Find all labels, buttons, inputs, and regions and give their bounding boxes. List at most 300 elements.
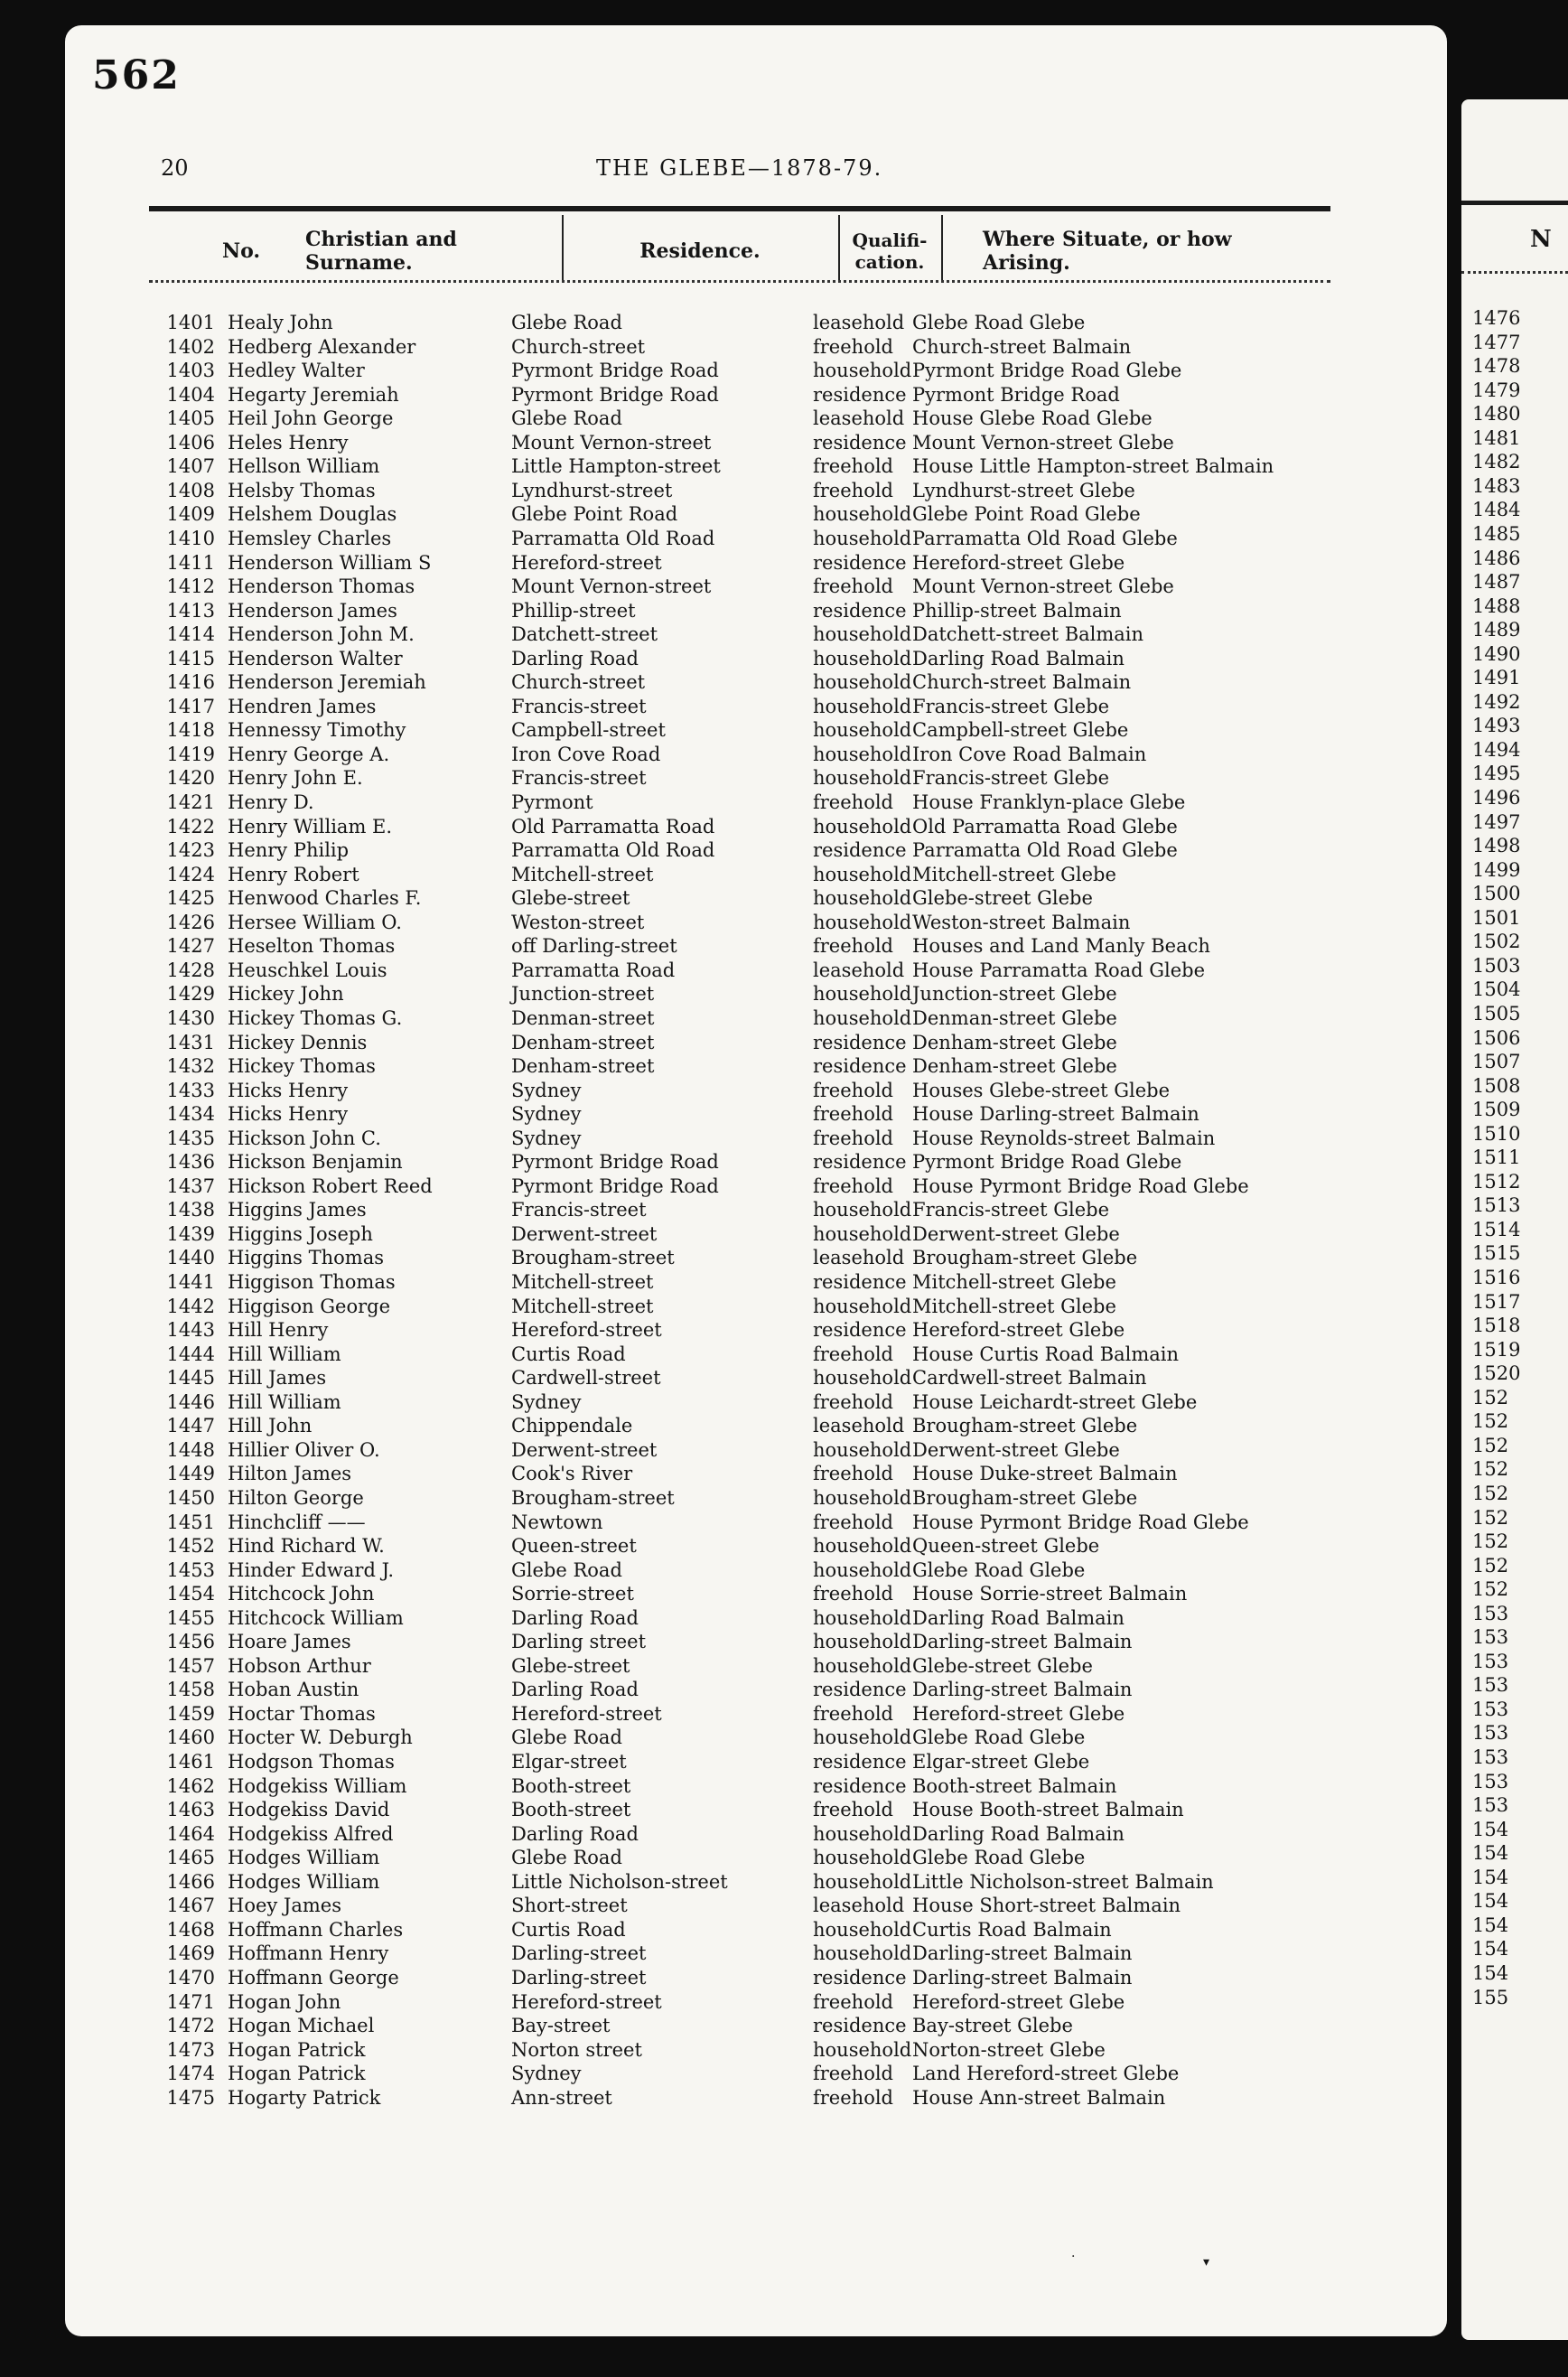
column-header-qualification: Qualifi-cation. [852, 229, 928, 273]
table-row [0, 696, 1355, 719]
entry-number: 1408 [166, 479, 215, 501]
where-situate: Parramatta Old Road Glebe [912, 839, 1178, 862]
elector-name: Hinchcliff —— [228, 1511, 366, 1533]
ink-speck: · [1071, 2250, 1076, 2264]
right-page-entry-number: 1479 [1472, 379, 1521, 401]
elector-name: Hickey Dennis [228, 1031, 368, 1053]
residence: Sydney [511, 1390, 582, 1413]
entry-number: 1403 [166, 360, 215, 382]
elector-name: Higgison George [228, 1295, 391, 1317]
residence: Bay-street [511, 2015, 611, 2037]
residence: Parramatta Road [511, 959, 676, 981]
residence: Glebe Road [511, 312, 622, 333]
entry-number: 1435 [166, 1127, 215, 1149]
entry-number: 1465 [166, 1847, 215, 1869]
table-row [0, 1871, 1355, 1895]
where-situate: Houses and Land Manly Beach [912, 935, 1210, 958]
entry-number: 1427 [166, 935, 215, 958]
where-situate: Derwent-street Glebe [912, 1222, 1120, 1245]
where-situate: Mitchell-street Glebe [912, 863, 1116, 885]
entry-number: 1437 [166, 1174, 215, 1197]
entry-number: 1423 [166, 839, 215, 862]
residence: Francis-street [511, 695, 647, 717]
elector-name: Hodges William [228, 1870, 380, 1893]
right-page-rule [1461, 201, 1568, 205]
residence: Church-street [511, 335, 646, 358]
table-row [0, 503, 1355, 527]
right-page-entry-number: 1508 [1472, 1074, 1521, 1097]
entry-number: 1405 [166, 407, 215, 430]
residence: Lyndhurst-street [511, 479, 673, 501]
qualification: freehold [813, 479, 893, 501]
entry-number: 1418 [166, 719, 215, 742]
table-row [0, 1511, 1355, 1535]
entry-number: 1455 [166, 1606, 215, 1629]
entry-number: 1470 [166, 1966, 215, 1989]
table-row [0, 648, 1355, 671]
residence: Datchett-street [511, 623, 658, 646]
right-page-entry-number: 152 [1472, 1530, 1509, 1553]
table-row [0, 480, 1355, 503]
qualification: freehold [813, 1390, 893, 1413]
right-page-entry-number: 1512 [1472, 1170, 1521, 1193]
where-situate: Houses Glebe-street Glebe [912, 1079, 1171, 1101]
table-row [0, 959, 1355, 983]
qualification: leasehold [813, 407, 905, 430]
entry-number: 1409 [166, 503, 215, 526]
residence: Glebe Point Road [511, 503, 678, 526]
table-row [0, 839, 1355, 863]
entry-number: 1438 [166, 1199, 215, 1221]
right-page-entry-number: 1493 [1472, 715, 1521, 737]
table-row [0, 1679, 1355, 1702]
table-row [0, 455, 1355, 479]
entry-number: 1452 [166, 1535, 215, 1558]
elector-name: Hoffmann George [228, 1966, 399, 1989]
right-page-entry-number: 1501 [1472, 906, 1521, 929]
elector-name: Hodgson Thomas [228, 1751, 395, 1773]
elector-name: Hodges William [228, 1847, 380, 1869]
table-row [0, 1559, 1355, 1583]
qualification: household [813, 1558, 912, 1581]
elector-name: Hitchcock William [228, 1606, 404, 1629]
residence: Hereford-street [511, 1990, 662, 2013]
elector-name: Hegarty Jeremiah [228, 383, 399, 406]
where-situate: Glebe-street Glebe [912, 1654, 1093, 1677]
entry-number: 1415 [166, 647, 215, 669]
qualification: residence [813, 431, 907, 454]
right-page-entry-number: 1515 [1472, 1242, 1521, 1265]
qualification: household [813, 503, 912, 526]
residence: Pyrmont Bridge Road [511, 383, 719, 406]
right-page-entry-number: 154 [1472, 1842, 1509, 1865]
right-page-entry-number: 1482 [1472, 451, 1521, 473]
qualification: household [813, 887, 912, 910]
elector-name: Higgins Thomas [228, 1247, 384, 1269]
elector-name: Hill William [228, 1390, 341, 1413]
right-page-entry-number: 1484 [1472, 499, 1521, 521]
where-situate: Elgar-street Glebe [912, 1751, 1090, 1773]
table-row [0, 1751, 1355, 1774]
qualification: leasehold [813, 1415, 905, 1437]
qualification: household [813, 1295, 912, 1317]
qualification: residence [813, 1151, 907, 1174]
table-row [0, 816, 1355, 839]
qualification: household [813, 1486, 912, 1509]
column-divider [941, 215, 943, 280]
entry-number: 1417 [166, 695, 215, 717]
qualification: household [813, 1727, 912, 1749]
table-row [0, 1703, 1355, 1727]
entry-number: 1466 [166, 1870, 215, 1893]
elector-name: Hickson Robert Reed [228, 1174, 433, 1197]
right-page-entry-number: 1480 [1472, 403, 1521, 426]
where-situate: Church-street Balmain [912, 671, 1132, 694]
elector-name: Henry Philip [228, 839, 350, 862]
right-page-entry-number: 1503 [1472, 954, 1521, 977]
table-row [0, 384, 1355, 407]
right-page-entry-number: 155 [1472, 1986, 1509, 2008]
residence: Weston-street [511, 911, 645, 933]
right-page-entry-number: 153 [1472, 1746, 1509, 1768]
qualification: household [813, 1438, 912, 1461]
elector-name: Hoey James [228, 1895, 341, 1917]
qualification: household [813, 1822, 912, 1845]
qualification: freehold [813, 455, 893, 478]
where-situate: Booth-street Balmain [912, 1774, 1117, 1797]
where-situate: Mount Vernon-street Glebe [912, 576, 1174, 598]
residence: off Darling-street [511, 935, 677, 958]
elector-name: Henry D. [228, 791, 314, 813]
residence: Hereford-street [511, 551, 662, 574]
qualification: freehold [813, 2063, 893, 2085]
table-row [0, 2039, 1355, 2063]
right-page-entry-number: 153 [1472, 1674, 1509, 1697]
where-situate: Darling-street Balmain [912, 1679, 1133, 1701]
residence: Sydney [511, 2063, 582, 2085]
residence: Sorrie-street [511, 1583, 634, 1605]
right-page-entry-number: 1520 [1472, 1362, 1521, 1385]
entry-number: 1449 [166, 1463, 215, 1485]
where-situate: Darling Road Balmain [912, 1606, 1125, 1629]
qualification: residence [813, 383, 907, 406]
table-row [0, 1942, 1355, 1966]
where-situate: Brougham-street Glebe [912, 1415, 1138, 1437]
entry-number: 1445 [166, 1367, 215, 1390]
residence: Queen-street [511, 1535, 637, 1558]
table-row [0, 623, 1355, 647]
elector-name: Hodgekiss William [228, 1774, 407, 1797]
entry-number: 1422 [166, 815, 215, 838]
where-situate: Glebe Road Glebe [912, 1727, 1086, 1749]
entry-number: 1453 [166, 1558, 215, 1581]
residence: Church-street [511, 671, 646, 694]
residence: Denman-street [511, 1006, 655, 1029]
qualification: household [813, 1006, 912, 1029]
qualification: freehold [813, 1079, 893, 1101]
qualification: household [813, 1847, 912, 1869]
table-row [0, 1847, 1355, 1870]
where-situate: Brougham-street Glebe [912, 1247, 1138, 1269]
where-situate: Church-street Balmain [912, 335, 1132, 358]
table-row [0, 1535, 1355, 1558]
where-situate: Norton-street Glebe [912, 2038, 1106, 2061]
entry-number: 1411 [166, 551, 215, 574]
right-page-entry-number: 1507 [1472, 1051, 1521, 1073]
right-page-entry-number: 154 [1472, 1866, 1509, 1888]
table-row [0, 1007, 1355, 1031]
where-situate: Denham-street Glebe [912, 1055, 1117, 1078]
residence: Glebe Road [511, 1727, 622, 1749]
qualification: freehold [813, 1103, 893, 1126]
entry-number: 1421 [166, 791, 215, 813]
where-situate: Junction-street Glebe [912, 983, 1117, 1006]
qualification: household [813, 1535, 912, 1558]
elector-name: Henderson Thomas [228, 576, 415, 598]
residence: Hereford-street [511, 1319, 662, 1342]
qualification: residence [813, 1271, 907, 1293]
right-page-entry-number: 1498 [1472, 835, 1521, 857]
qualification: residence [813, 2015, 907, 2037]
right-page-entry-number: 1495 [1472, 763, 1521, 785]
elector-name: Hoctar Thomas [228, 1702, 376, 1725]
entry-number: 1402 [166, 335, 215, 358]
right-page-entry-number: 152 [1472, 1410, 1509, 1433]
where-situate: Hereford-street Glebe [912, 1319, 1125, 1342]
table-row [0, 360, 1355, 383]
entry-number: 1447 [166, 1415, 215, 1437]
where-situate: House Reynolds-street Balmain [912, 1127, 1216, 1149]
where-situate: Glebe Road Glebe [912, 312, 1086, 333]
elector-name: Henry John E. [228, 767, 363, 790]
table-row [0, 1223, 1355, 1247]
table-row [0, 1199, 1355, 1222]
residence: Newtown [511, 1511, 603, 1533]
where-situate: Darling Road Balmain [912, 647, 1125, 669]
table-row [0, 719, 1355, 743]
right-page-entry-number: 1518 [1472, 1315, 1521, 1337]
where-situate: Pyrmont Bridge Road Glebe [912, 360, 1182, 382]
qualification: household [813, 1367, 912, 1390]
table-row [0, 312, 1355, 335]
residence: Sydney [511, 1103, 582, 1126]
right-page-entry-number: 1500 [1472, 883, 1521, 905]
right-page-entry-number: 1504 [1472, 978, 1521, 1001]
elector-name: Heselton Thomas [228, 935, 396, 958]
right-page-entry-number: 1509 [1472, 1099, 1521, 1121]
entry-number: 1456 [166, 1631, 215, 1653]
residence: Darling Road [511, 1822, 639, 1845]
entry-number: 1448 [166, 1438, 215, 1461]
residence: Elgar-street [511, 1751, 627, 1773]
where-situate: Darling Road Balmain [912, 1822, 1125, 1845]
residence: Curtis Road [511, 1918, 626, 1941]
residence: Denham-street [511, 1031, 655, 1053]
entry-number: 1462 [166, 1774, 215, 1797]
residence: Little Hampton-street [511, 455, 721, 478]
where-situate: Pyrmont Bridge Road [912, 383, 1120, 406]
qualification: household [813, 1199, 912, 1221]
right-page-entry-number: 1491 [1472, 667, 1521, 689]
entry-number: 1428 [166, 959, 215, 981]
column-header-no: No. [221, 239, 261, 263]
right-page-entry-number: 1494 [1472, 738, 1521, 761]
qualification: household [813, 863, 912, 885]
right-page-entry-number: 152 [1472, 1554, 1509, 1577]
elector-name: Hogan Patrick [228, 2063, 366, 2085]
where-situate: Hereford-street Glebe [912, 1990, 1125, 2013]
where-situate: Francis-street Glebe [912, 767, 1110, 790]
where-situate: House Franklyn-place Glebe [912, 791, 1186, 813]
residence: Brougham-street [511, 1247, 675, 1269]
right-page-entry-number: 1483 [1472, 474, 1521, 497]
table-row [0, 1583, 1355, 1606]
residence: Cardwell-street [511, 1367, 661, 1390]
right-page-entry-number: 1514 [1472, 1218, 1521, 1240]
elector-name: Helsby Thomas [228, 479, 376, 501]
elector-name: Hoban Austin [228, 1679, 359, 1701]
residence: Curtis Road [511, 1343, 626, 1365]
entry-number: 1426 [166, 911, 215, 933]
residence: Darling-street [511, 1942, 647, 1965]
right-page-entry-number: 153 [1472, 1698, 1509, 1720]
residence: Darling Road [511, 1606, 639, 1629]
where-situate: Mitchell-street Glebe [912, 1295, 1116, 1317]
qualification: freehold [813, 1511, 893, 1533]
elector-name: Hodgekiss Alfred [228, 1822, 394, 1845]
where-situate: Old Parramatta Road Glebe [912, 815, 1178, 838]
where-situate: Iron Cove Road Balmain [912, 743, 1147, 765]
right-page-entry-number: 153 [1472, 1626, 1509, 1649]
right-page-entry-number: 153 [1472, 1650, 1509, 1672]
qualification: residence [813, 1966, 907, 1989]
where-situate: Derwent-street Glebe [912, 1438, 1120, 1461]
where-situate: Land Hereford-street Glebe [912, 2063, 1180, 2085]
table-row [0, 1775, 1355, 1799]
table-row [0, 983, 1355, 1006]
qualification: freehold [813, 1990, 893, 2013]
where-situate: Curtis Road Balmain [912, 1918, 1112, 1941]
right-page-entry-number: 1505 [1472, 1002, 1521, 1025]
entry-number: 1431 [166, 1031, 215, 1053]
elector-name: Hickson John C. [228, 1127, 381, 1149]
elector-name: Hickey Thomas [228, 1055, 376, 1078]
where-situate: House Pyrmont Bridge Road Glebe [912, 1511, 1249, 1533]
table-row [0, 1271, 1355, 1295]
qualification: freehold [813, 791, 893, 813]
table-row [0, 1439, 1355, 1463]
qualification: freehold [813, 1799, 893, 1821]
qualification: household [813, 719, 912, 742]
table-row [0, 767, 1355, 791]
entry-number: 1406 [166, 431, 215, 454]
right-page-entry-number: 1511 [1472, 1146, 1521, 1169]
residence: Little Nicholson-street [511, 1870, 728, 1893]
where-situate: Campbell-street Glebe [912, 719, 1129, 742]
right-page-entry-number: 1492 [1472, 690, 1521, 713]
table-row [0, 1103, 1355, 1127]
elector-name: Henry Robert [228, 863, 359, 885]
table-row [0, 552, 1355, 576]
table-row [0, 1655, 1355, 1679]
elector-name: Hill William [228, 1343, 341, 1365]
entry-number: 1432 [166, 1055, 215, 1078]
entry-number: 1471 [166, 1990, 215, 2013]
table-row [0, 1463, 1355, 1486]
residence: Iron Cove Road [511, 743, 661, 765]
where-situate: Hereford-street Glebe [912, 1702, 1125, 1725]
where-situate: Cardwell-street Balmain [912, 1367, 1147, 1390]
right-page-entry-number: 1499 [1472, 858, 1521, 881]
qualification: freehold [813, 2086, 893, 2109]
entry-number: 1420 [166, 767, 215, 790]
qualification: household [813, 1918, 912, 1941]
elector-name: Hickey Thomas G. [228, 1006, 403, 1029]
entry-number: 1424 [166, 863, 215, 885]
elector-name: Hobson Arthur [228, 1654, 371, 1677]
entry-number: 1474 [166, 2063, 215, 2085]
entry-number: 1434 [166, 1103, 215, 1126]
elector-name: Helshem Douglas [228, 503, 397, 526]
qualification: leasehold [813, 1247, 905, 1269]
where-situate: Queen-street Glebe [912, 1535, 1100, 1558]
table-row [0, 1895, 1355, 1918]
qualification: household [813, 1942, 912, 1965]
elector-name: Hellson William [228, 455, 380, 478]
residence: Pyrmont Bridge Road [511, 360, 719, 382]
table-row [0, 1343, 1355, 1367]
table-row [0, 1080, 1355, 1103]
elector-name: Hickey John [228, 983, 344, 1006]
entry-number: 1407 [166, 455, 215, 478]
where-situate: Glebe Point Road Glebe [912, 503, 1141, 526]
table-row [0, 1823, 1355, 1847]
where-situate: Denham-street Glebe [912, 1031, 1117, 1053]
entry-number: 1419 [166, 743, 215, 765]
residence: Pyrmont Bridge Road [511, 1151, 719, 1174]
where-situate: Darling-street Balmain [912, 1966, 1133, 1989]
entry-number: 1467 [166, 1895, 215, 1917]
entry-number: 1451 [166, 1511, 215, 1533]
entry-number: 1401 [166, 312, 215, 333]
qualification: household [813, 671, 912, 694]
table-row [0, 935, 1355, 959]
table-row [0, 1487, 1355, 1511]
page-number: 20 [161, 155, 189, 181]
elector-name: Henderson John M. [228, 623, 415, 646]
table-row [0, 528, 1355, 551]
right-page-entry-number: 152 [1472, 1386, 1509, 1408]
where-situate: Francis-street Glebe [912, 1199, 1110, 1221]
elector-name: Hedberg Alexander [228, 335, 416, 358]
qualification: leasehold [813, 1895, 905, 1917]
right-page-entry-number: 1488 [1472, 594, 1521, 617]
right-page-entry-number: 1519 [1472, 1338, 1521, 1361]
where-situate: House Leichardt-street Glebe [912, 1390, 1198, 1413]
residence: Glebe Road [511, 1558, 622, 1581]
table-row [0, 1319, 1355, 1343]
right-page-entry-number: 154 [1472, 1914, 1509, 1936]
qualification: freehold [813, 1174, 893, 1197]
residence: Junction-street [511, 983, 655, 1006]
right-page-entry-number: 153 [1472, 1794, 1509, 1817]
qualification: residence [813, 1679, 907, 1701]
running-title: THE GLEBE—1878-79. [596, 155, 883, 181]
table-row [0, 1055, 1355, 1079]
elector-name: Hoffmann Henry [228, 1942, 389, 1965]
where-situate: Darling-street Balmain [912, 1631, 1133, 1653]
entry-number: 1441 [166, 1271, 215, 1293]
